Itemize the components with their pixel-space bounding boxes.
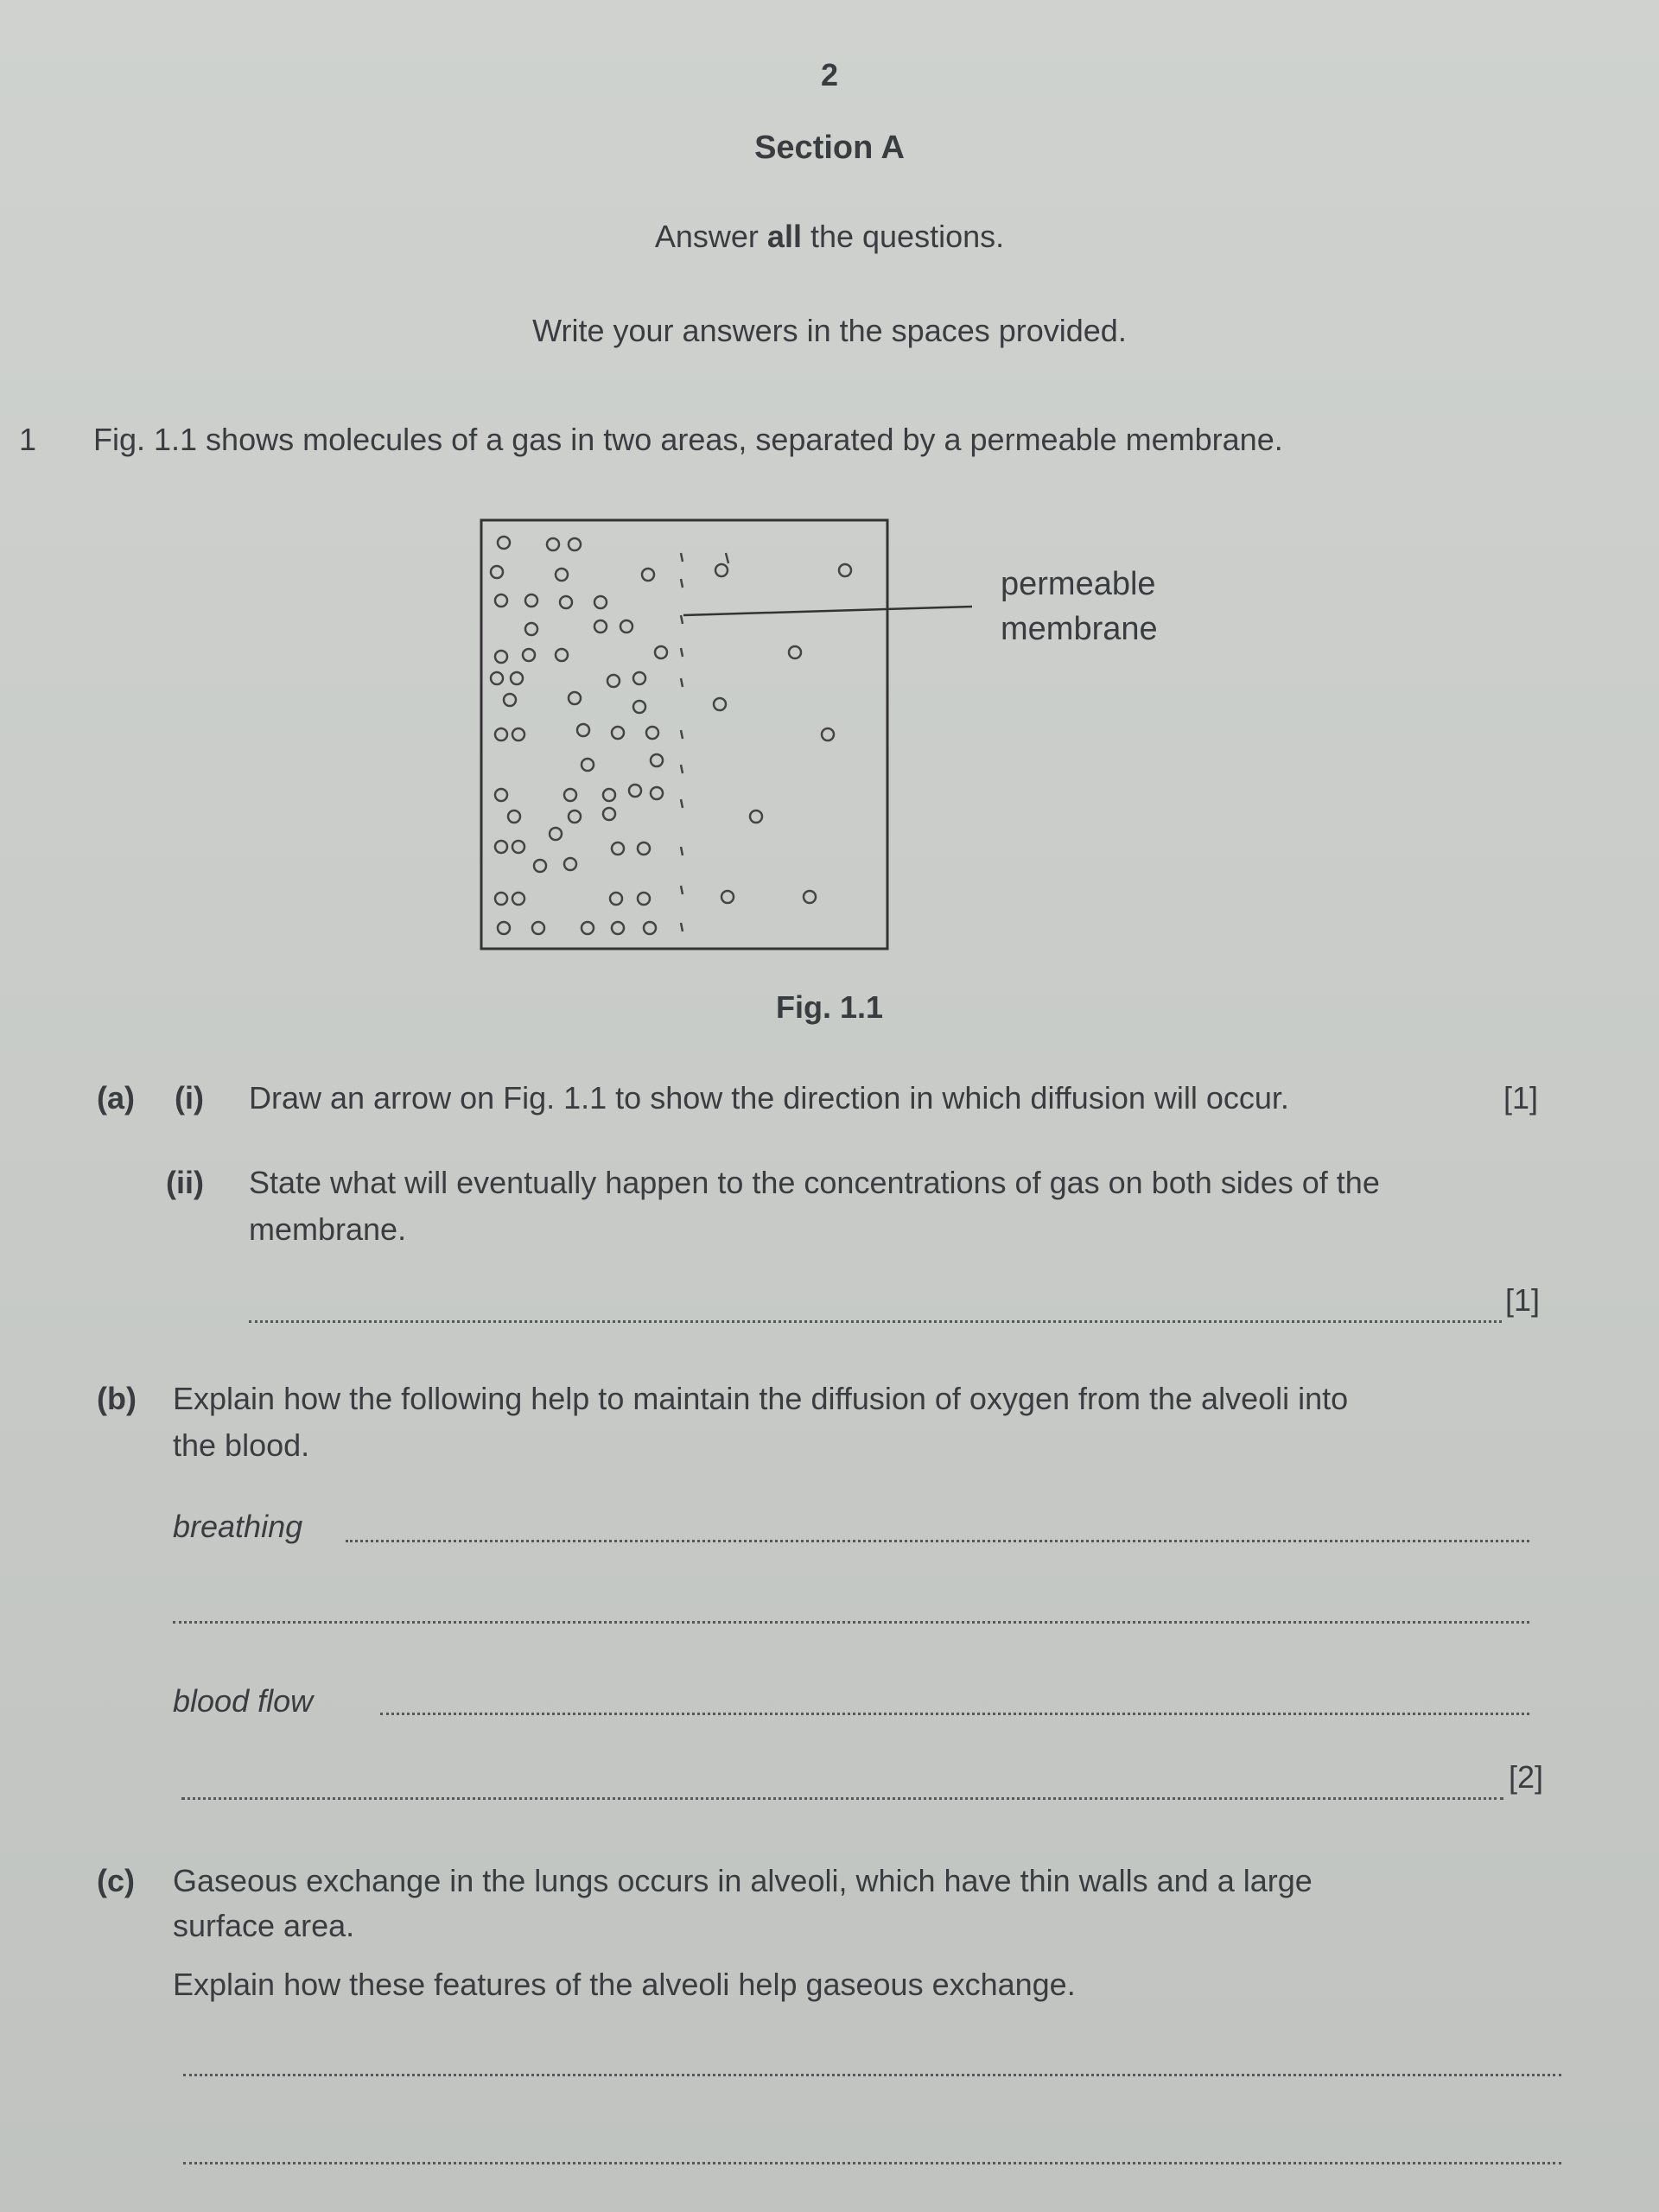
part-b-label: (b) [97, 1381, 137, 1416]
answer-line-a-ii[interactable] [249, 1320, 1502, 1323]
part-b-text-line2: the blood. [173, 1427, 310, 1463]
part-a-ii-marks: [1] [1505, 1282, 1541, 1318]
membrane-label [1001, 562, 1158, 652]
answer-line-breathing-1[interactable] [346, 1540, 1529, 1542]
figure-box [481, 520, 887, 949]
part-a-label: (a) [97, 1080, 135, 1116]
instruction-answer [0, 219, 1659, 255]
figure-caption: Fig. 1.1 [775, 989, 884, 1025]
answer-line-c-1[interactable] [183, 2074, 1561, 2076]
part-a-i-label: (i) [175, 1080, 204, 1116]
section-title: Section A [754, 130, 905, 166]
part-a-ii-text-line1: State what will eventually happen to the concentrations of gas on both sides of the [249, 1165, 1380, 1200]
part-c-text-line3: Explain how these features of the alveoli help gaseous exchange. [173, 1967, 1076, 2002]
question-number: 1 [19, 422, 37, 457]
answer-line-breathing-2[interactable] [173, 1621, 1529, 1624]
part-c-label: (c) [97, 1863, 135, 1898]
part-a-ii-label: (ii) [166, 1165, 204, 1200]
answer-line-bloodflow-1[interactable] [380, 1713, 1529, 1715]
gas-molecules-figure [480, 518, 998, 950]
membrane-label-line [683, 607, 972, 615]
instruction-answer-pre: Answer [654, 219, 767, 254]
instruction-write: Write your answers in the spaces provided. [532, 313, 1127, 348]
breathing-label: breathing [173, 1509, 303, 1544]
part-a-i-text: Draw an arrow on Fig. 1.1 to show the direction in which diffusion will occur. [249, 1080, 1289, 1116]
membrane-label-line2: membrane [1001, 611, 1158, 647]
instruction-answer-bold: all [766, 219, 802, 254]
instruction-answer-post: the questions. [801, 219, 1005, 254]
part-a-ii-text-line2: membrane. [249, 1211, 407, 1247]
part-c-text-line1: Gaseous exchange in the lungs occurs in alveoli, which have thin walls and a large [173, 1863, 1313, 1898]
part-a-i-marks: [1] [1503, 1080, 1539, 1116]
blood-flow-label: blood flow [173, 1683, 314, 1719]
page-number: 2 [820, 57, 839, 92]
answer-line-c-2[interactable] [183, 2162, 1561, 2164]
membrane-label-line1: permeable [1001, 566, 1156, 602]
part-c-text-line2: surface area. [173, 1908, 355, 1943]
answer-line-bloodflow-2[interactable] [181, 1797, 1503, 1800]
gas-molecules-right [714, 564, 851, 903]
gas-molecules-left [491, 537, 667, 934]
part-b-marks: [2] [1509, 1759, 1544, 1795]
membrane-marks [681, 553, 728, 931]
part-b-text-line1: Explain how the following help to maintain the diffusion of oxygen from the alveoli into [173, 1381, 1349, 1416]
question-intro: Fig. 1.1 shows molecules of a gas in two areas, separated by a permeable membrane. [93, 422, 1283, 457]
